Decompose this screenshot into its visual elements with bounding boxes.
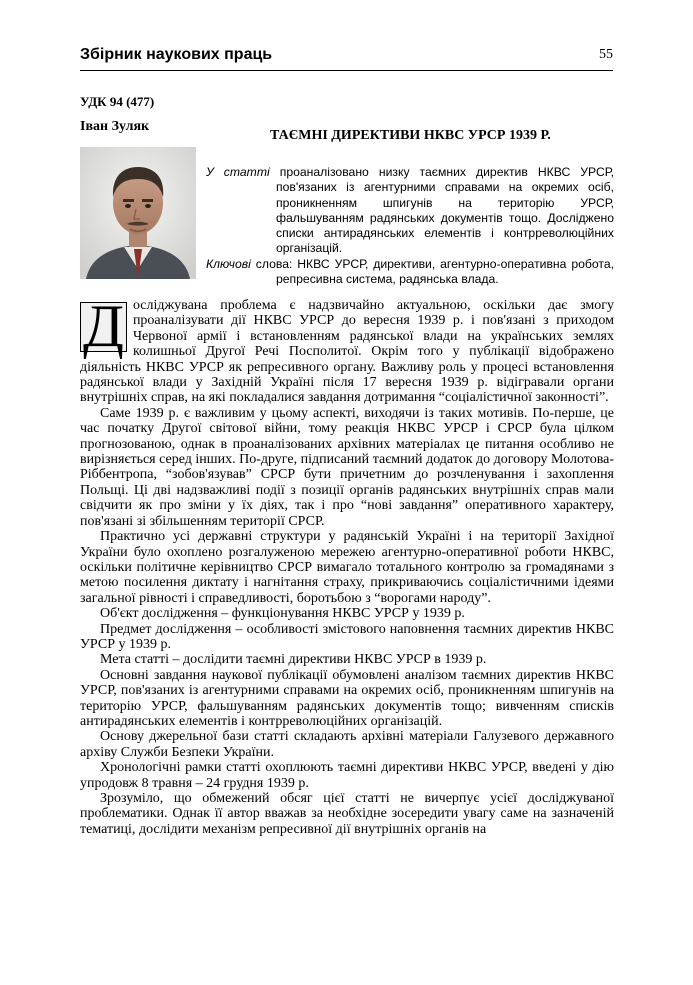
keywords-lead: Ключові bbox=[206, 256, 251, 271]
body-paragraph: Основні завдання наукової публікації обумовлені аналізом таємних директив НКВС УРСР, пов'язаних із агентурними справами на окремих осіб, проникненням шпигунів на територію УРСР, фальшуванням радянських документів тощо; вивченням списків антирадянських елементів і контрреволюційних організацій. bbox=[80, 667, 614, 729]
body-paragraph: Об'єкт дослідження – функціонування НКВС УРСР у 1939 р. bbox=[100, 606, 465, 622]
abstract-summary bbox=[206, 165, 614, 257]
body-paragraph: Хронологічні рамки статті охоплюють таємні директиви НКВС УРСР, введені у дію упродовж 8 травня – 24 грудня 1939 р. bbox=[80, 760, 614, 791]
body-paragraph: Практично усі державні структури у радянській Україні і на території Західної України було охоплено розгалуженою мережею агентурно-оперативної роботи НКВС, оскільки політичне керівництво СРСР вимагало тотального контролю за громадянами з метою посилення диктату і нагнітання страху, прикриваючись соціалістичними ідеями загальної рівності і справедливості, боротьбою з “ворогами народу”. bbox=[80, 529, 614, 606]
author-photo bbox=[80, 147, 196, 279]
author-name: Іван Зуляк bbox=[80, 119, 150, 134]
drop-cap: Д bbox=[80, 302, 127, 352]
abstract bbox=[206, 165, 614, 287]
author-portrait-image bbox=[80, 147, 196, 279]
udc-code: УДК 94 (477) bbox=[80, 94, 155, 109]
body-paragraph: Мета статті – дослідити таємні директиви НКВС УРСР в 1939 р. bbox=[100, 652, 487, 668]
body-paragraph bbox=[80, 293, 614, 406]
body-paragraph: Саме 1939 р. є важливим у цьому аспекті, виходячи із таких мотивів. По-перше, це час початку Другої світової війни, тому реакція НКВС УРСР і СРСР була цілком прогнозованою, однак в проаналізованих архівних матеріалах це питання особливо не вирізняється серед інших. По-друге, підписаний таємний додаток до договору Молотова-Ріббентропа, “зобов'язував” СРСР бути причетним до розчленування і захоплення Польщі. Ці дві надзважливі події з позиції органів радянських внутрішніх справ мали свідчити як про зміни у їх діях, так і про “нові завдання” оперативного характеру, пов'язані зі збільшенням території СРСР. bbox=[80, 405, 614, 529]
article-title: ТАЄМНІ ДИРЕКТИВИ НКВС УРСР 1939 Р. bbox=[270, 128, 551, 143]
article-body bbox=[80, 293, 614, 837]
body-paragraph: Предмет дослідження – особливості змістового наповнення таємних директив НКВС УРСР у 1939 р. bbox=[80, 621, 614, 652]
abstract-lead: У статті bbox=[206, 165, 270, 179]
abstract-text: проаналізовано низку таємних директив НКВС УРСР, пов'язаних із агентурними справами на окремих осіб, проникненням шпигунів на територію УРСР, фальшуванням радянських документів тощо. Досліджено списки антирадянських елементів і контрреволюційних організацій. bbox=[276, 165, 615, 256]
body-paragraph: Зрозуміло, що обмежений обсяг цієї статті не вичерпує усієї досліджуваної проблематики. Однак її автор вважав за необхідне зосередити увагу саме на зазначеній тематиці, дослідити механізм репресивної дії внутрішніх органів на bbox=[80, 791, 614, 837]
paragraph-text: осліджувана проблема є надзвичайно актуальною, оскільки дає змогу проаналізувати дії НКВС УРСР до вересня 1939 р. і пов'язані з приходом Червоної армії і встановленням радянської влади на українських землях колишньої Другої Речі Посполитої. Окрім того у публікації відображено діяльність НКВС УРСР як репресивного органу. Важливу роль у процесі встановлення радянської влади у Західній Україні після 17 вересня 1939 р. відігравали органи внутрішніх справ, на які покладалися завдання дотримання “соціалістичної законності”. bbox=[80, 298, 614, 406]
journal-title: Збірник наукових праць bbox=[80, 46, 273, 63]
keywords-text: слова: НКВС УРСР, директиви, агентурно-оперативна робота, репресивна система, радянська влада. bbox=[255, 256, 614, 287]
body-paragraph: Основу джерельної бази статті складають архівні матеріали Галузевого державного архіву Служби Безпеки України. bbox=[80, 729, 614, 760]
abstract-keywords bbox=[206, 257, 614, 288]
running-header bbox=[80, 44, 613, 71]
page-number: 55 bbox=[599, 47, 613, 62]
